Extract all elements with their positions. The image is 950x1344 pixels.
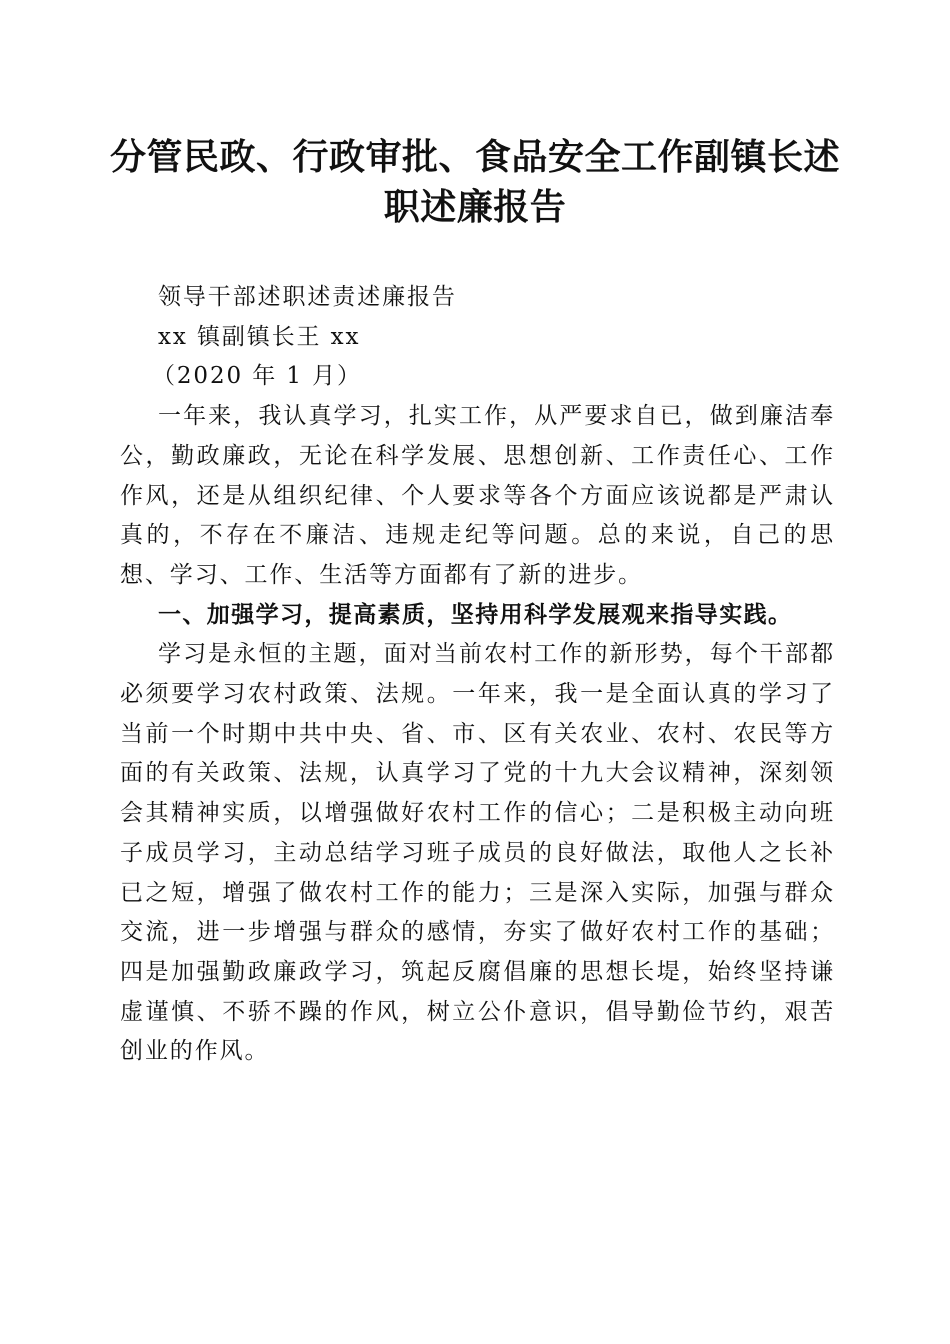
section-1-heading: 一、加强学习，提高素质，坚持用科学发展观来指导实践。 [158, 601, 793, 628]
document-body [120, 278, 835, 1072]
document-title [110, 132, 840, 232]
report-subtitle: 领导干部述职述责述廉报告 [158, 284, 457, 310]
report-date: （2020 年 1 月） [152, 363, 362, 390]
report-author: xx 镇副镇长王 xx [158, 323, 361, 350]
intro-paragraph: 一年来，我认真学习，扎实工作，从严要求自已，做到廉洁奉公，勤政廉政，无论在科学发展、思想创新、工作责任心、工作作风，还是从组织纪律、个人要求等各个方面应该说都是严肃认真的，不存在不廉洁、违规走纪等问题。总的来说，自己的思想、学习、工作、生活等方面都有了新的进步。 [120, 403, 835, 588]
document-title-line-1: 分管民政、行政审批、食品安全工作副镇长述 [110, 136, 841, 178]
section-1-paragraph: 学习是永恒的主题，面对当前农村工作的新形势，每个干部都必须要学习农村政策、法规。一年来，我一是全面认真的学习了当前一个时期中共中央、省、市、区有关农业、农村、农民等方面的有关政策、法规，认真学习了党的十九大会议精神，深刻领会其精神实质，以增强做好农村工作的信心；二是积极主动向班子成员学习，主动总结学习班子成员的良好做法，取他人之长补已之短，增强了做农村工作的能力；三是深入实际，加强与群众交流，进一步增强与群众的感情，夯实了做好农村工作的基础；四是加强勤政廉政学习，筑起反腐倡廉的思想长堤，始终坚持谦虚谨慎、不骄不躁的作风，树立公仆意识，倡导勤俭节约，艰苦创业的作风。 [120, 641, 835, 1065]
document-title-line-2: 职述廉报告 [383, 186, 567, 228]
